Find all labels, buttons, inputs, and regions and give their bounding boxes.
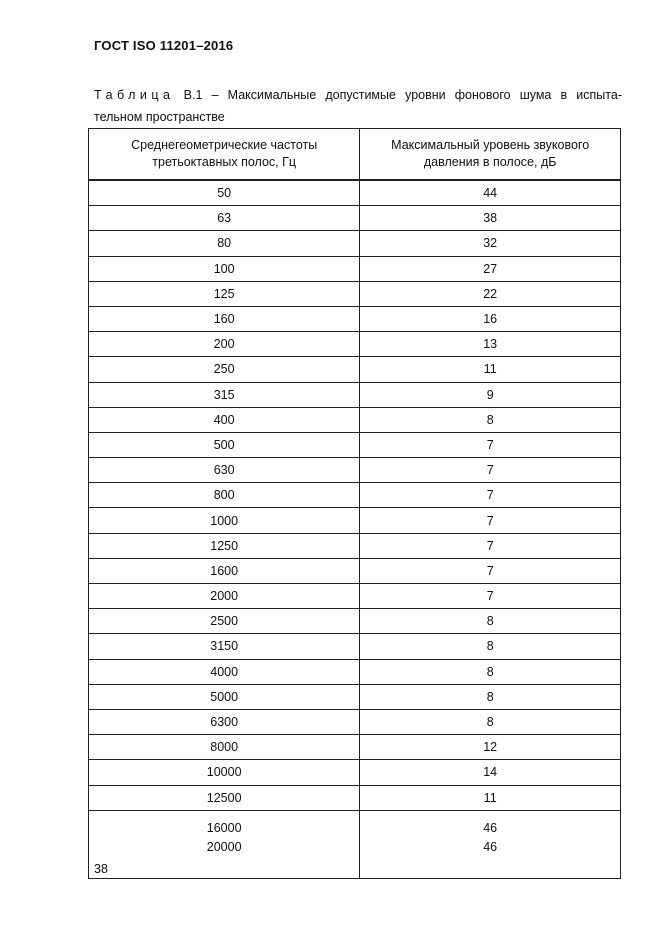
cell-frequency: 250: [89, 357, 360, 382]
table-row: [89, 382, 621, 407]
table-body: [89, 180, 621, 878]
table-header-row: [89, 129, 621, 181]
table-row: [89, 810, 621, 835]
cell-frequency: 20000: [89, 835, 360, 879]
cell-max-level: 8: [360, 684, 621, 709]
cell-frequency: 50: [89, 180, 360, 206]
cell-frequency: 800: [89, 483, 360, 508]
page-number: 38: [94, 862, 108, 876]
cell-frequency: 4000: [89, 659, 360, 684]
table-row: [89, 281, 621, 306]
cell-frequency: 400: [89, 407, 360, 432]
cell-frequency: 125: [89, 281, 360, 306]
cell-max-level: 8: [360, 407, 621, 432]
document-header: ГОСТ ISO 11201–2016: [94, 38, 234, 53]
cell-frequency: 16000: [89, 810, 360, 835]
cell-frequency: 3150: [89, 634, 360, 659]
cell-frequency: 6300: [89, 709, 360, 734]
cell-frequency: 200: [89, 332, 360, 357]
caption-line-1: [94, 84, 622, 106]
cell-max-level: 27: [360, 256, 621, 281]
cell-max-level: 7: [360, 458, 621, 483]
table-row: [89, 332, 621, 357]
cell-max-level: 12: [360, 735, 621, 760]
caption-label: Таблица: [94, 88, 175, 102]
table-row: [89, 609, 621, 634]
cell-frequency: 2500: [89, 609, 360, 634]
table-row: [89, 584, 621, 609]
table-row: [89, 483, 621, 508]
cell-max-level: 7: [360, 584, 621, 609]
cell-frequency: 315: [89, 382, 360, 407]
cell-max-level: 22: [360, 281, 621, 306]
cell-max-level: 13: [360, 332, 621, 357]
table-row: [89, 357, 621, 382]
cell-max-level: 46: [360, 835, 621, 879]
cell-frequency: 8000: [89, 735, 360, 760]
table-row: [89, 256, 621, 281]
cell-max-level: 32: [360, 231, 621, 256]
table-row: [89, 206, 621, 231]
cell-max-level: 38: [360, 206, 621, 231]
cell-max-level: 7: [360, 483, 621, 508]
table-row: [89, 508, 621, 533]
cell-max-level: 9: [360, 382, 621, 407]
table-row: [89, 760, 621, 785]
cell-max-level: 46: [360, 810, 621, 835]
cell-max-level: 8: [360, 609, 621, 634]
cell-frequency: 630: [89, 458, 360, 483]
cell-max-level: 8: [360, 659, 621, 684]
cell-frequency: 1250: [89, 533, 360, 558]
table-row: [89, 785, 621, 810]
cell-frequency: 1600: [89, 558, 360, 583]
cell-frequency: 10000: [89, 760, 360, 785]
table-row: [89, 735, 621, 760]
cell-max-level: 7: [360, 508, 621, 533]
caption-line-2: тельном пространстве: [94, 110, 225, 124]
cell-frequency: 2000: [89, 584, 360, 609]
cell-max-level: 7: [360, 533, 621, 558]
cell-max-level: 11: [360, 357, 621, 382]
cell-max-level: 16: [360, 306, 621, 331]
cell-frequency: 100: [89, 256, 360, 281]
header-max-level: Максимальный уровень звукового давления в полосе, дБ: [360, 129, 621, 181]
cell-frequency: 63: [89, 206, 360, 231]
table-row: [89, 231, 621, 256]
table-row: [89, 558, 621, 583]
table-row: [89, 306, 621, 331]
header-frequency: Среднегеометрические частоты третьоктавных полос, Гц: [89, 129, 360, 181]
cell-max-level: 7: [360, 558, 621, 583]
table-row: [89, 432, 621, 457]
cell-frequency: 500: [89, 432, 360, 457]
cell-frequency: 1000: [89, 508, 360, 533]
table-row: [89, 709, 621, 734]
cell-max-level: 14: [360, 760, 621, 785]
cell-frequency: 12500: [89, 785, 360, 810]
cell-max-level: 11: [360, 785, 621, 810]
caption-text: В.1 – Максимальные допустимые уровни фонового шума в испыта-: [174, 88, 622, 102]
table-row: [89, 180, 621, 206]
table-row: [89, 634, 621, 659]
cell-frequency: 160: [89, 306, 360, 331]
table-row: [89, 684, 621, 709]
table-row: [89, 659, 621, 684]
cell-frequency: 5000: [89, 684, 360, 709]
cell-max-level: 44: [360, 180, 621, 206]
cell-frequency: 80: [89, 231, 360, 256]
table-row: [89, 458, 621, 483]
table-row: [89, 407, 621, 432]
cell-max-level: 8: [360, 634, 621, 659]
table-row: [89, 533, 621, 558]
cell-max-level: 7: [360, 432, 621, 457]
noise-levels-table: [88, 128, 621, 879]
cell-max-level: 8: [360, 709, 621, 734]
table-caption: [94, 84, 622, 128]
table-row: [89, 835, 621, 879]
